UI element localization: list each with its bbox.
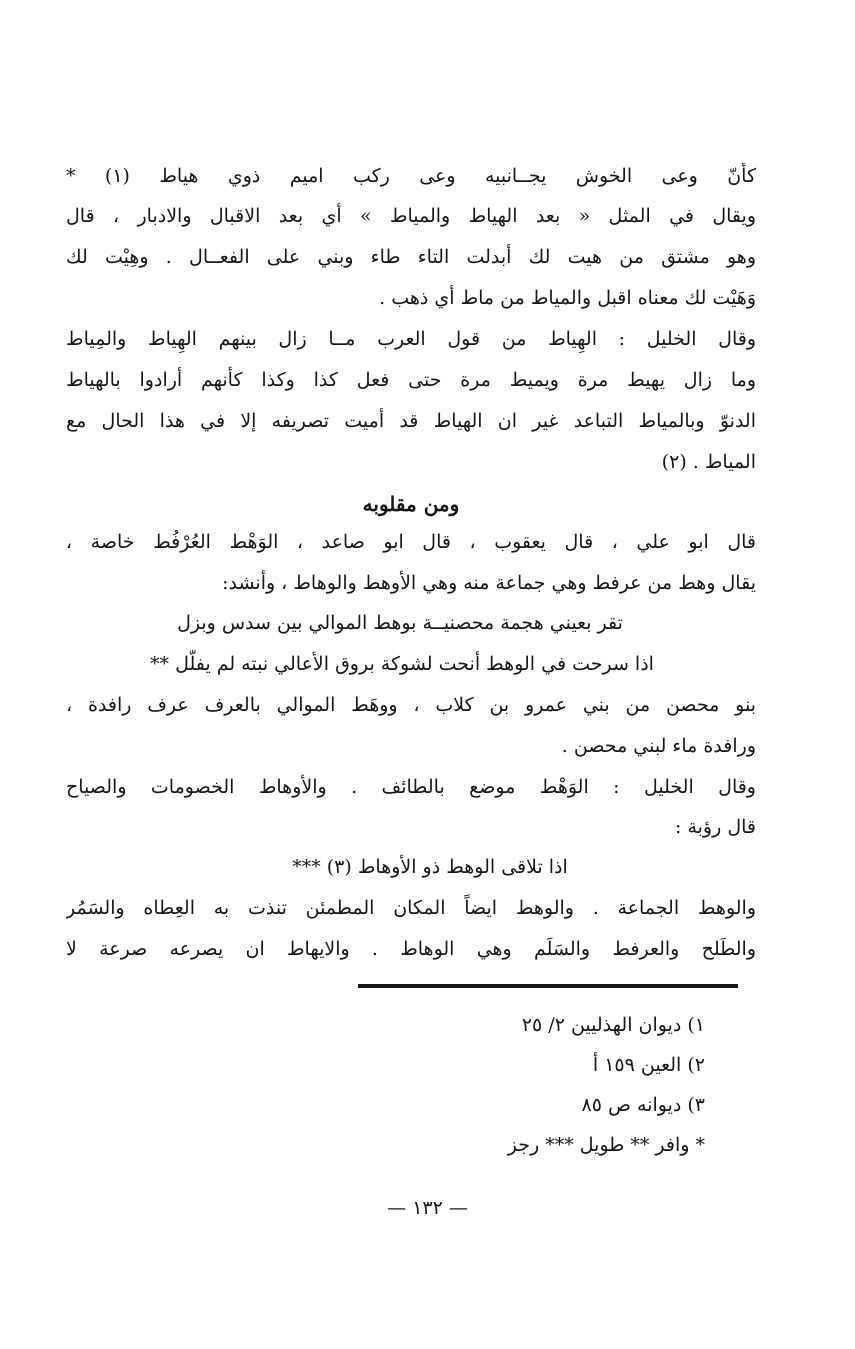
meter-legend: * وافر ** طويل *** رجز [507, 1134, 705, 1156]
text-line: قال ابو علي ، قال يعقوب ، قال ابو صاعد ، الوَهْط العُرْفُط خاصة ، [66, 531, 756, 553]
text-line: يقال وهط من عرفط وهي جماعة منه وهي الأوهط والوهاط ، وأنشد: [222, 572, 756, 594]
verse-line-4: اذا تلاقى الوهط ذو الأوهاط (٣) *** [292, 856, 568, 878]
text-line: وقال الخليل : الوَهْط موضع بالطائف . والأوهاط الخصومات والصياح [66, 776, 756, 798]
footnote-1: ١) ديوان الهذليين ٢/ ٢٥ [521, 1014, 705, 1036]
text-line: وَهَيْت لك معناه اقبل والمياط من ماط أي ذهب . [379, 287, 756, 309]
text-line: قال رؤبة : [675, 816, 756, 838]
text-line: ويقال في المثل « بعد الهياط والمياط » أي بعد الاقبال والادبار ، قال [66, 205, 756, 227]
text-line: ورافدة ماء لبني محصن . [561, 735, 756, 757]
text-line: وهو مشتق من هيت لك أبدلت التاء طاء وبني على الفعــال . وهِيْت لك [66, 246, 756, 268]
section-heading: ومن مقلوبه [362, 492, 460, 516]
text-line: والطَلح والعرفط والسَلَم وهي الوهاط . والايهاط ان يصرعه صرعة لا [66, 938, 756, 960]
text-line: المياط . (٢) [661, 451, 756, 473]
footnote-3: ٣) ديوانه ص ٨٥ [581, 1094, 705, 1116]
page-number: — ١٣٢ — [387, 1197, 468, 1219]
footnote-divider [358, 984, 738, 988]
verse-line-2: تقر بعيني هجمة محصنيــة بوهط الموالي بين سدس وبزل [177, 612, 623, 634]
text-line: والوهط الجماعة . والوهط ايضاً المكان المطمئن تنذت به العِطاه والسَمُر [66, 897, 756, 919]
footnote-2: ٢) العين ١٥٩ أ [592, 1054, 705, 1076]
text-line: وما زال يهيط مرة ويميط مرة حتى فعل كذا وكذا كأنهم أرادوا بالهياط [66, 369, 756, 391]
text-line: الدنوّ وبالمياط التباعد غير ان الهياط قد أميت تصريفه إلا في هذا الحال مع [66, 410, 756, 432]
text-line: وقال الخليل : الهِياط من قول العرب مــا زال بينهم الهِياط والمِياط [66, 328, 756, 350]
verse-line-3: اذا سرحت في الوهط أنحت لشوكة بروق الأعالي نبته لم يفلّل ** [150, 653, 654, 675]
verse-line-1: كأنّ وعى الخوش يجــانبيه وعى ركب اميم ذوي هياط (١) * [66, 165, 756, 187]
text-line: بنو محصن من بني عمرو بن كلاب ، ووهَط الموالي بالعرف عرف رافدة ، [66, 694, 756, 716]
